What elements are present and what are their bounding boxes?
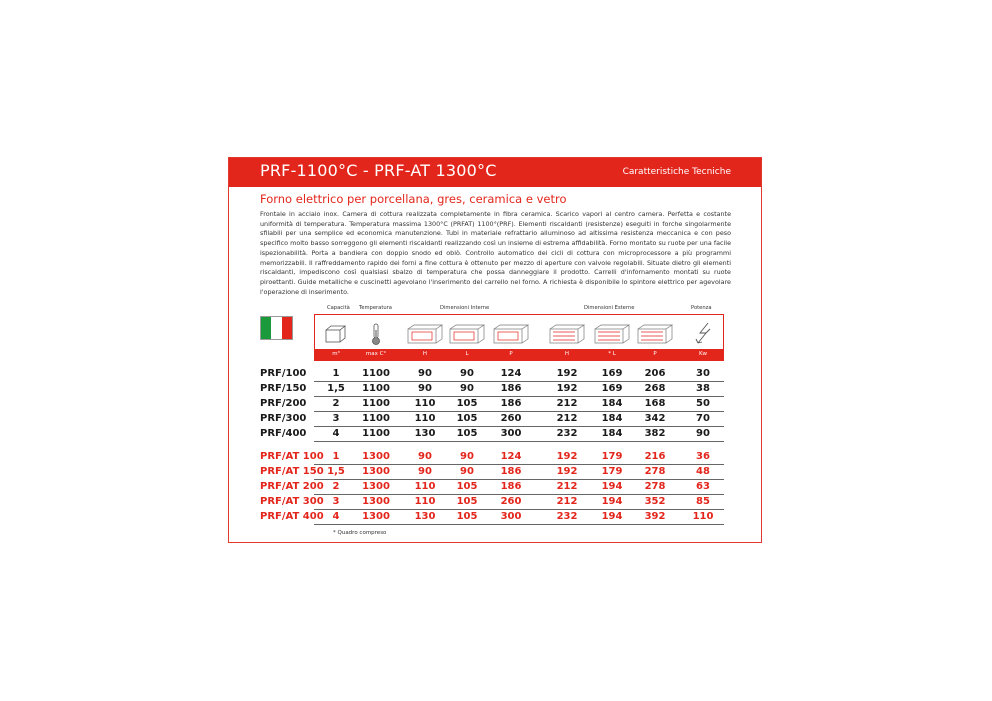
model-name: PRF/300: [260, 413, 307, 424]
table-cell: 186: [500, 481, 522, 492]
model-name: PRF/AT 200: [260, 481, 324, 492]
italian-flag-icon: [260, 316, 293, 340]
table-cell: 124: [500, 451, 522, 462]
column-unit-label: L: [465, 351, 469, 357]
table-cell: 110: [414, 481, 436, 492]
table-cell: 3: [332, 496, 340, 507]
table-cell: 1100: [362, 413, 390, 424]
table-cell: 392: [644, 511, 666, 522]
table-cell: 192: [556, 466, 578, 477]
lightning-icon: [694, 321, 712, 345]
table-cell: 179: [601, 451, 623, 462]
table-cell: 278: [644, 481, 666, 492]
model-name: PRF/AT 400: [260, 511, 324, 522]
table-cell: 36: [696, 451, 710, 462]
model-name: PRF/400: [260, 428, 307, 439]
table-cell: 105: [456, 398, 478, 409]
oven-internal-icon: [492, 323, 530, 345]
table-cell: 212: [556, 413, 578, 424]
table-cell: 4: [332, 511, 340, 522]
table-cell: 179: [601, 466, 623, 477]
table-cell: 105: [456, 481, 478, 492]
table-cell: 1300: [362, 451, 390, 462]
table-cell: 105: [456, 413, 478, 424]
group-label-potenza: Potenza: [691, 305, 712, 311]
oven-external-icon: [548, 323, 586, 345]
row-divider: [314, 441, 724, 442]
column-unit-label: P: [509, 351, 513, 357]
table-cell: 2: [332, 481, 340, 492]
table-cell: 63: [696, 481, 710, 492]
column-unit-label: H: [422, 351, 428, 357]
group-label-temperatura: Temperatura: [359, 305, 392, 311]
table-cell: 194: [601, 481, 623, 492]
table-cell: 130: [414, 428, 436, 439]
table-cell: 300: [500, 428, 522, 439]
table-cell: 70: [696, 413, 710, 424]
row-divider: [314, 494, 724, 495]
oven-external-icon: [636, 323, 674, 345]
table-cell: 184: [601, 398, 623, 409]
product-subtitle: Forno elettrico per porcellana, gres, ceramica e vetro: [260, 192, 567, 206]
table-cell: 352: [644, 496, 666, 507]
table-cell: 2: [332, 398, 340, 409]
table-cell: 1,5: [327, 383, 345, 394]
table-cell: 1300: [362, 466, 390, 477]
table-cell: 1300: [362, 496, 390, 507]
column-unit-label: max C°: [365, 351, 387, 357]
table-cell: 260: [500, 413, 522, 424]
table-cell: 124: [500, 368, 522, 379]
table-cell: 1100: [362, 398, 390, 409]
table-cell: 184: [601, 413, 623, 424]
table-cell: 1300: [362, 481, 390, 492]
table-cell: 186: [500, 398, 522, 409]
model-name: PRF/AT 150: [260, 466, 324, 477]
datasheet: [228, 157, 762, 543]
cube-outline-icon: [324, 324, 348, 344]
table-cell: 232: [556, 511, 578, 522]
oven-external-icon: [593, 323, 631, 345]
table-cell: 30: [696, 368, 710, 379]
table-cell: 110: [414, 398, 436, 409]
table-cell: 38: [696, 383, 710, 394]
table-cell: 110: [692, 511, 714, 522]
table-cell: 194: [601, 496, 623, 507]
table-cell: 85: [696, 496, 710, 507]
section-tag: Caratteristiche Tecniche: [622, 167, 731, 177]
table-cell: 90: [418, 451, 432, 462]
table-cell: 192: [556, 368, 578, 379]
row-divider: [314, 479, 724, 480]
model-name: PRF/150: [260, 383, 307, 394]
column-units-bar: [314, 349, 724, 361]
group-label-capacita: Capacità: [327, 305, 350, 311]
header-bar: [229, 158, 761, 187]
table-cell: 4: [332, 428, 340, 439]
table-cell: 90: [460, 466, 474, 477]
table-cell: 105: [456, 496, 478, 507]
table-cell: 105: [456, 511, 478, 522]
table-cell: 260: [500, 496, 522, 507]
row-divider: [314, 411, 724, 412]
group-label-dimensioni-esterne: Dimensioni Esterne: [584, 305, 635, 311]
column-unit-label: * L: [608, 351, 616, 357]
table-cell: 278: [644, 466, 666, 477]
table-cell: 1100: [362, 368, 390, 379]
column-unit-label: H: [564, 351, 570, 357]
table-cell: 212: [556, 398, 578, 409]
column-unit-label: P: [653, 351, 657, 357]
model-name: PRF/200: [260, 398, 307, 409]
row-divider: [314, 464, 724, 465]
table-cell: 206: [644, 368, 666, 379]
table-cell: 216: [644, 451, 666, 462]
table-cell: 300: [500, 511, 522, 522]
table-cell: 212: [556, 481, 578, 492]
table-cell: 50: [696, 398, 710, 409]
row-divider: [314, 426, 724, 427]
table-cell: 110: [414, 496, 436, 507]
thermometer-icon: [369, 322, 383, 346]
table-cell: 169: [601, 368, 623, 379]
column-unit-label: Kw: [698, 351, 708, 357]
table-cell: 90: [418, 368, 432, 379]
table-cell: 1: [332, 368, 340, 379]
table-cell: 212: [556, 496, 578, 507]
table-cell: 130: [414, 511, 436, 522]
column-unit-label: m³: [332, 351, 340, 357]
table-cell: 3: [332, 413, 340, 424]
table-cell: 194: [601, 511, 623, 522]
table-cell: 168: [644, 398, 666, 409]
row-divider: [314, 509, 724, 510]
oven-internal-icon: [406, 323, 444, 345]
table-cell: 48: [696, 466, 710, 477]
table-cell: 192: [556, 451, 578, 462]
table-cell: 342: [644, 413, 666, 424]
table-cell: 1100: [362, 383, 390, 394]
model-name: PRF/AT 300: [260, 496, 324, 507]
table-cell: 1300: [362, 511, 390, 522]
row-divider: [314, 381, 724, 382]
table-cell: 110: [414, 413, 436, 424]
table-cell: 169: [601, 383, 623, 394]
row-divider: [314, 524, 724, 525]
table-cell: 105: [456, 428, 478, 439]
table-cell: 192: [556, 383, 578, 394]
footnote: * Quadro compreso: [333, 530, 387, 536]
table-cell: 268: [644, 383, 666, 394]
table-cell: 1: [332, 451, 340, 462]
row-divider: [314, 396, 724, 397]
table-cell: 186: [500, 383, 522, 394]
page-title: PRF-1100°C - PRF-AT 1300°C: [260, 161, 497, 180]
table-cell: 186: [500, 466, 522, 477]
table-cell: 90: [460, 451, 474, 462]
oven-internal-icon: [448, 323, 486, 345]
group-label-dimensioni-interne: Dimensioni Interne: [440, 305, 490, 311]
table-cell: 382: [644, 428, 666, 439]
table-cell: 90: [460, 383, 474, 394]
table-cell: 90: [418, 383, 432, 394]
table-cell: 90: [418, 466, 432, 477]
table-cell: 1100: [362, 428, 390, 439]
table-cell: 90: [696, 428, 710, 439]
model-name: PRF/AT 100: [260, 451, 324, 462]
model-name: PRF/100: [260, 368, 307, 379]
table-cell: 232: [556, 428, 578, 439]
table-cell: 1,5: [327, 466, 345, 477]
table-cell: 184: [601, 428, 623, 439]
table-cell: 90: [460, 368, 474, 379]
product-description: Frontale in acciaio inox. Camera di cottura realizzata completamente in fibra ceramica. Scarico vapori al centro camera. Perfetta e costante uniformità di temperatura. Temperatura massima 1300°C (PRFAT) 1100°(PRF). Elementi riscaldanti (resistenze) eseguiti in forche singolarmente sfilabili per una semplice ed economica manutenzione. Tubi in materiale refrattario alluminoso ad altissima resistenza meccanica e con peso specifico molto basso sorreggono gli elementi riscaldanti realizzando così un insieme di estrema affidabilità. Forno montato su ruote per una facile ispezionabilità. Porta a bandiera con doppio snodo ed oblò. Controllo automatico dei cicli di cottura con microprocessore a più programmi memorizzabili. Il raffreddamento rapido dei forni a fine cottura è ottenuto per mezzo di aperture con valvole regolabili. Situate dietro gli elementi riscaldanti, impediscono così qualsiasi sbalzo di temperatura che possa danneggiare il prodotto. Carrelli d'infornamento montati su ruote piroettanti. Guide metalliche e cuscinetti agevolano l'inserimento del carrello nel forno. A richiesta è disponibile lo spintore elettrico per agevolare l'operazione di inserimento.: [260, 210, 731, 296]
